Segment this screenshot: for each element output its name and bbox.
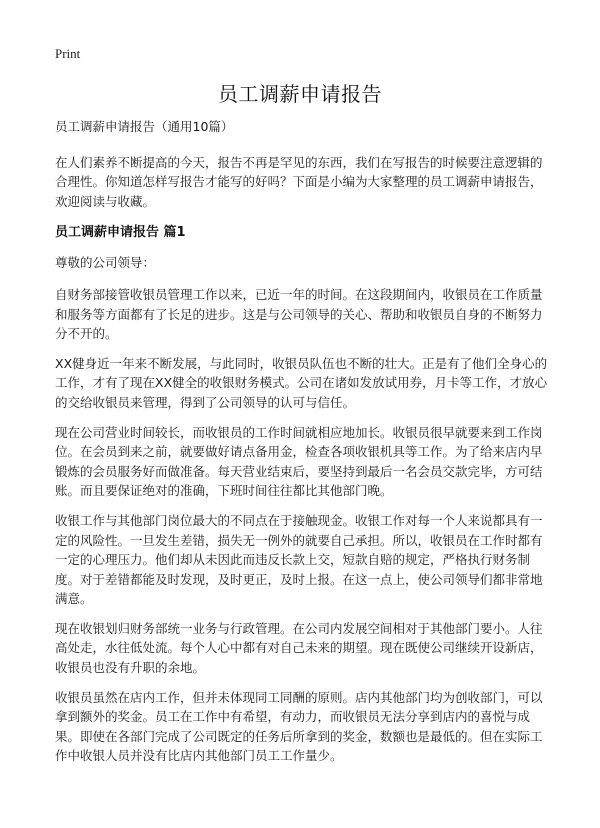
body-paragraph: 收银工作与其他部门岗位最大的不同点在于接触现金。收银工作对每一个人来说都具有一定的风险性。一旦发生差错，损失无一例外的就要自己承担。所以，收银员在工作时都有一定的心理压力。他们却从未因此而违反长款上交，短款自赔的规定，严格执行财务制度。对于差错都能及时发现，及时更正，及时上报。在这一点上，使公司领导们都非常地满意。 <box>55 512 543 607</box>
document-body <box>55 117 550 776</box>
body-paragraph: 现在收银划归财务部统一业务与行政管理。在公司内发展空间相对于其他部门要小。人往高处走，水往低处流。每个人心中都有对自己未来的期望。现在既使公司继续开设新店，收银员也没有升职的余地。 <box>55 620 543 676</box>
intro-paragraph: 在人们素养不断提高的今天，报告不再是罕见的东西，我们在写报告的时候要注意逻辑的合理性。你知道怎样写报告才能写的好吗？下面是小编为大家整理的员工调薪申请报告，欢迎阅读与收藏。 <box>55 154 543 209</box>
body-paragraph: 自财务部接管收银员管理工作以来，已近一年的时间。在这段期间内，收银员在工作质量和服务等方面都有了长足的进步。这是与公司领导的关心、帮助和收银员自身的不断努力分不开的。 <box>55 286 543 342</box>
body-paragraph: 现在公司营业时间较长，而收银员的工作时间就相应地加长。收银员很早就要来到工作岗位。在会员到来之前，就要做好请点备用金，检查各项收银机具等工作。为了给来店内早锻炼的会员服务好而做准备。每天营业结束后，要坚持到最后一名会员交款完毕，方可结账。而且要保证绝对的准确，下班时间往往都比其他部门晚。 <box>55 424 543 499</box>
document-title: 员工调薪申请报告 <box>218 82 382 106</box>
section-heading: 员工调薪申请报告 篇1 <box>55 225 186 241</box>
print-link[interactable]: Print <box>55 46 81 61</box>
body-paragraph: 收银员虽然在店内工作，但并未体现同工同酬的原则。店内其他部门均为创收部门，可以拿到额外的奖金。员工在工作中有希望，有动力，而收银员无法分享到店内的喜悦与成果。即使在各部门完成了公司既定的任务后所拿到的奖金，数额也是最低的。但在实际工作中收银人员并没有比店内其他部门员工工作量少。 <box>55 689 543 764</box>
body-paragraph: XX健身近一年来不断发展，与此同时，收银员队伍也不断的壮大。正是有了他们全身心的工作，才有了现在XX健全的收银财务模式。公司在诸如发放试用券，月卡等工作，才放心的交给收银员来管理，得到了公司领导的认可与信任。 <box>55 355 548 410</box>
salutation: 尊敬的公司领导： <box>55 255 156 271</box>
document-subtitle: 员工调薪申请报告（通用10篇） <box>55 119 234 134</box>
